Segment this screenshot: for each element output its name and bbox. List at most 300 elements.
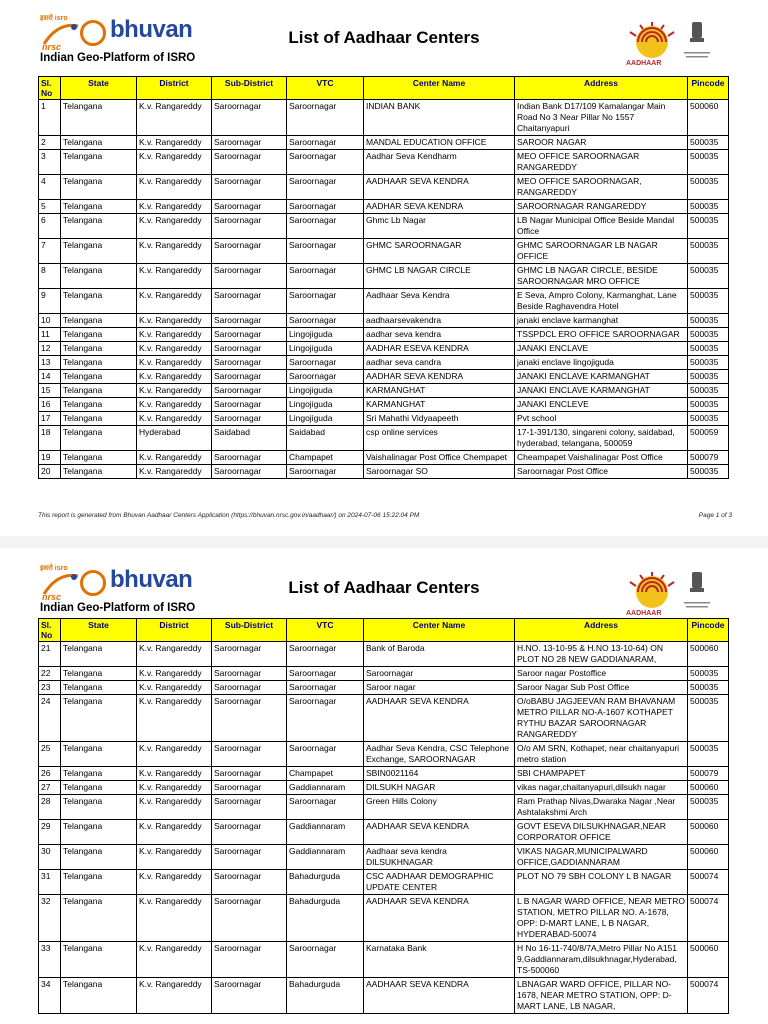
cell-sub-district: Saroornagar [212,398,287,412]
column-header-pincode: Pincode [688,619,729,642]
cell-vtc: Saroornagar [287,681,364,695]
cell-sl-no: 1 [39,100,61,136]
cell-sub-district: Saroornagar [212,384,287,398]
column-header-center-name: Center Name [364,619,515,642]
table-row [39,398,729,412]
aadhaar-fingerprint-icon [624,570,680,610]
cell-vtc: Gaddiannaram [287,820,364,845]
table-row [39,264,729,289]
cell-district: K.v. Rangareddy [137,767,212,781]
table-row [39,412,729,426]
table-row [39,200,729,214]
table-row [39,384,729,398]
column-header-vtc: VTC [287,77,364,100]
cell-address: JANAKI ENCLAVE KARMANGHAT [515,370,688,384]
table-row [39,328,729,342]
table-row [39,214,729,239]
cell-sl-no: 2 [39,136,61,150]
column-header-vtc: VTC [287,619,364,642]
cell-vtc: Saroornagar [287,356,364,370]
cell-state: Telangana [61,681,137,695]
cell-sub-district: Saroornagar [212,742,287,767]
cell-state: Telangana [61,426,137,451]
cell-center-name: aadhar seva candra [364,356,515,370]
cell-vtc: Champapet [287,767,364,781]
table-row [39,942,729,978]
cell-address: L B NAGAR WARD OFFICE, NEAR METRO STATION, METRO PILLAR NO. A-1678, OPP: D-MART LANE, L B NAGAR, HYDERABAD-50074 [515,895,688,942]
page-header [0,550,768,625]
cell-sub-district: Saroornagar [212,136,287,150]
cell-sl-no: 8 [39,264,61,289]
generated-note: This report is generated from Bhuvan Aadhaar Centers Application (https://bhuvan.nrsc.gov.in/aadhaar/) on 2024-07-06 15:22:04 PM [38,512,420,519]
cell-state: Telangana [61,342,137,356]
table-row [39,451,729,465]
cell-vtc: Saroornagar [287,136,364,150]
cell-sub-district: Saroornagar [212,150,287,175]
column-header-sl-no: Sl. No [39,77,61,100]
cell-district: K.v. Rangareddy [137,465,212,479]
cell-pincode: 500035 [688,328,729,342]
cell-state: Telangana [61,895,137,942]
cell-sl-no: 32 [39,895,61,942]
cell-district: K.v. Rangareddy [137,742,212,767]
cell-center-name: Aadhar Seva Kendra, CSC Telephone Exchange, SAROORNAGAR [364,742,515,767]
cell-sub-district: Saroornagar [212,264,287,289]
cell-vtc: Saroornagar [287,667,364,681]
cell-center-name: AADHAAR SEVA KENDRA [364,895,515,942]
cell-vtc: Gaddiannaram [287,781,364,795]
column-header-address: Address [515,77,688,100]
column-header-center-name: Center Name [364,77,515,100]
cell-pincode: 500035 [688,398,729,412]
table-row [39,978,729,1014]
cell-center-name: AADHAAR SEVA KENDRA [364,695,515,742]
table-row [39,870,729,895]
emblem-caption-icon [682,600,712,610]
cell-sl-no: 24 [39,695,61,742]
cell-vtc: Lingojiguda [287,412,364,426]
cell-address: JANAKI ENCLEVE [515,398,688,412]
cell-sl-no: 9 [39,289,61,314]
cell-address: LB Nagar Municipal Office Beside Mandal Office [515,214,688,239]
cell-state: Telangana [61,978,137,1014]
cell-vtc: Saroornagar [287,695,364,742]
cell-state: Telangana [61,214,137,239]
cell-state: Telangana [61,289,137,314]
cell-sub-district: Saroornagar [212,328,287,342]
cell-pincode: 500035 [688,412,729,426]
cell-sub-district: Saroornagar [212,942,287,978]
cell-sub-district: Saroornagar [212,978,287,1014]
cell-state: Telangana [61,328,137,342]
cell-pincode: 500060 [688,942,729,978]
cell-sl-no: 6 [39,214,61,239]
cell-pincode: 500060 [688,845,729,870]
cell-vtc: Saroornagar [287,642,364,667]
cell-sub-district: Saroornagar [212,289,287,314]
page-title: List of Aadhaar Centers [288,578,480,597]
page-header [0,0,768,75]
cell-district: K.v. Rangareddy [137,451,212,465]
cell-state: Telangana [61,742,137,767]
cell-sub-district: Saroornagar [212,767,287,781]
cell-pincode: 500035 [688,370,729,384]
cell-center-name: AADHAAR SEVA KENDRA [364,978,515,1014]
cell-district: K.v. Rangareddy [137,314,212,328]
cell-center-name: Green Hills Colony [364,795,515,820]
cell-pincode: 500035 [688,681,729,695]
cell-vtc: Saroornagar [287,200,364,214]
bhuvan-wordmark: bhuvan [110,566,193,593]
cell-vtc: Saroornagar [287,370,364,384]
cell-sl-no: 30 [39,845,61,870]
cell-address: GOVT ESEVA DILSUKHNAGAR,NEAR CORPORATOR OFFICE [515,820,688,845]
cell-state: Telangana [61,781,137,795]
cell-sub-district: Saroornagar [212,642,287,667]
cell-sub-district: Saroornagar [212,370,287,384]
table-row [39,289,729,314]
cell-state: Telangana [61,384,137,398]
cell-district: K.v. Rangareddy [137,150,212,175]
cell-vtc: Saroornagar [287,214,364,239]
cell-district: K.v. Rangareddy [137,370,212,384]
cell-state: Telangana [61,695,137,742]
table-row [39,767,729,781]
column-header-district: District [137,77,212,100]
cell-sub-district: Saroornagar [212,239,287,264]
cell-address: JANAKI ENCLAVE KARMANGHAT [515,384,688,398]
cell-center-name: INDIAN BANK [364,100,515,136]
cell-center-name: Saroornagar [364,667,515,681]
cell-center-name: AADHAAR SEVA KENDRA [364,820,515,845]
cell-vtc: Lingojiguda [287,398,364,412]
cell-district: K.v. Rangareddy [137,200,212,214]
cell-center-name: Saroor nagar [364,681,515,695]
cell-sub-district: Saroornagar [212,667,287,681]
column-header-sub-district: Sub-District [212,619,287,642]
cell-state: Telangana [61,667,137,681]
bhuvan-wordmark: bhuvan [110,16,193,43]
cell-district: K.v. Rangareddy [137,667,212,681]
page-number: Page 1 of 3 [698,512,732,519]
platform-tagline: Indian Geo-Platform of ISRO [40,52,196,64]
cell-sub-district: Saroornagar [212,781,287,795]
table-row [39,356,729,370]
cell-vtc: Saroornagar [287,289,364,314]
cell-address: GHMC LB NAGAR CIRCLE, BESIDE SAROORNAGAR MRO OFFICE [515,264,688,289]
cell-sub-district: Saroornagar [212,820,287,845]
cell-vtc: Lingojiguda [287,328,364,342]
cell-pincode: 500035 [688,795,729,820]
cell-address: H.NO. 13-10-95 & H.NO 13-10-64) ON PLOT NO 28 NEW GADDIANARAM, [515,642,688,667]
cell-state: Telangana [61,942,137,978]
cell-pincode: 500060 [688,781,729,795]
cell-center-name: MANDAL EDUCATION OFFICE [364,136,515,150]
cell-sub-district: Saroornagar [212,175,287,200]
table-row [39,742,729,767]
cell-vtc: Lingojiguda [287,384,364,398]
cell-state: Telangana [61,795,137,820]
column-header-address: Address [515,619,688,642]
column-header-sl-no: Sl. No [39,619,61,642]
cell-sl-no: 31 [39,870,61,895]
cell-state: Telangana [61,465,137,479]
cell-vtc: Saroornagar [287,150,364,175]
cell-pincode: 500035 [688,342,729,356]
cell-center-name: Aadhaar Seva Kendra [364,289,515,314]
report-page-2 [0,550,768,1024]
table-row [39,100,729,136]
table-row [39,426,729,451]
cell-district: K.v. Rangareddy [137,342,212,356]
cell-district: K.v. Rangareddy [137,820,212,845]
cell-sub-district: Saroornagar [212,314,287,328]
cell-sl-no: 16 [39,398,61,412]
cell-vtc: Saidabad [287,426,364,451]
aadhaar-logo [622,18,712,72]
cell-state: Telangana [61,845,137,870]
cell-center-name: KARMANGHAT [364,384,515,398]
cell-center-name: aadhaarsevakendra [364,314,515,328]
table-header-row [39,619,729,642]
cell-sub-district: Saroornagar [212,465,287,479]
table-row [39,465,729,479]
aadhaar-centers-table [38,76,729,479]
cell-pincode: 500035 [688,289,729,314]
table-row [39,150,729,175]
table-row [39,342,729,356]
cell-vtc: Champapet [287,451,364,465]
table-row [39,895,729,942]
cell-center-name: GHMC SAROORNAGAR [364,239,515,264]
cell-district: K.v. Rangareddy [137,356,212,370]
cell-pincode: 500035 [688,314,729,328]
cell-district: K.v. Rangareddy [137,175,212,200]
cell-center-name: AADHAR SEVA KENDRA [364,200,515,214]
cell-center-name: DILSUKH NAGAR [364,781,515,795]
cell-vtc: Saroornagar [287,742,364,767]
cell-pincode: 500035 [688,667,729,681]
cell-pincode: 500035 [688,239,729,264]
cell-address: O/o AM SRN, Kothapet, near chaitanyapuri metro station [515,742,688,767]
cell-address: Saroornagar Post Office [515,465,688,479]
cell-pincode: 500035 [688,465,729,479]
cell-sl-no: 29 [39,820,61,845]
cell-center-name: Aadhar Seva Kendharm [364,150,515,175]
cell-sub-district: Saroornagar [212,412,287,426]
cell-address: Indian Bank D17/109 Kamalangar Main Road No 3 Near Pillar No 1557 Chaitanyapuri [515,100,688,136]
page-title: List of Aadhaar Centers [288,28,480,47]
cell-state: Telangana [61,451,137,465]
cell-district: K.v. Rangareddy [137,942,212,978]
cell-pincode: 500035 [688,200,729,214]
cell-sub-district: Saroornagar [212,100,287,136]
table-row [39,314,729,328]
cell-district: K.v. Rangareddy [137,384,212,398]
cell-state: Telangana [61,870,137,895]
cell-sl-no: 3 [39,150,61,175]
cell-district: K.v. Rangareddy [137,978,212,1014]
cell-pincode: 500074 [688,870,729,895]
cell-pincode: 500079 [688,767,729,781]
column-header-sub-district: Sub-District [212,77,287,100]
cell-vtc: Saroornagar [287,795,364,820]
page-divider [0,536,768,548]
cell-district: Hyderabad [137,426,212,451]
cell-district: K.v. Rangareddy [137,239,212,264]
cell-pincode: 500059 [688,426,729,451]
cell-pincode: 500035 [688,136,729,150]
aadhaar-wordmark: AADHAAR [626,610,662,617]
cell-address: PLOT NO 79 SBH COLONY L B NAGAR [515,870,688,895]
cell-sub-district: Saroornagar [212,795,287,820]
cell-address: TSSPDCL ERO OFFICE SAROORNAGAR [515,328,688,342]
cell-state: Telangana [61,398,137,412]
cell-center-name: Aadhaar seva kendra DILSUKHNAGAR [364,845,515,870]
cell-center-name: Sri Mahathi Vidyaapeeth [364,412,515,426]
cell-vtc: Saroornagar [287,314,364,328]
nrsc-label: nrsc [42,42,62,52]
cell-district: K.v. Rangareddy [137,695,212,742]
cell-state: Telangana [61,175,137,200]
cell-sub-district: Saroornagar [212,200,287,214]
cell-vtc: Saroornagar [287,264,364,289]
cell-address: janaki enclave lingojiguda [515,356,688,370]
cell-sl-no: 5 [39,200,61,214]
cell-sub-district: Saroornagar [212,845,287,870]
cell-pincode: 500074 [688,895,729,942]
cell-vtc: Bahadurguda [287,895,364,942]
aadhaar-logo [622,568,712,622]
cell-vtc: Saroornagar [287,175,364,200]
table-row [39,795,729,820]
cell-pincode: 500035 [688,742,729,767]
cell-sub-district: Saroornagar [212,214,287,239]
national-emblem-icon [688,20,706,46]
cell-vtc: Saroornagar [287,100,364,136]
table-row [39,781,729,795]
isro-label: इसरो isro [40,565,68,572]
cell-address: SBI CHAMPAPET [515,767,688,781]
cell-sl-no: 34 [39,978,61,1014]
cell-state: Telangana [61,642,137,667]
cell-state: Telangana [61,767,137,781]
cell-address: Saroor Nagar Sub Post Office [515,681,688,695]
table-body [39,642,729,1014]
cell-address: Pvt school [515,412,688,426]
cell-district: K.v. Rangareddy [137,100,212,136]
cell-vtc: Bahadurguda [287,978,364,1014]
cell-sl-no: 20 [39,465,61,479]
cell-pincode: 500060 [688,100,729,136]
cell-sl-no: 26 [39,767,61,781]
cell-sl-no: 18 [39,426,61,451]
cell-district: K.v. Rangareddy [137,845,212,870]
emblem-caption-icon [682,50,712,60]
cell-sub-district: Saroornagar [212,451,287,465]
aadhaar-fingerprint-icon [624,20,680,60]
table-row [39,681,729,695]
platform-tagline: Indian Geo-Platform of ISRO [40,602,196,614]
cell-sl-no: 33 [39,942,61,978]
cell-address: janaki enclave karmanghat [515,314,688,328]
cell-vtc: Saroornagar [287,239,364,264]
cell-center-name: AADHAR ESEVA KENDRA [364,342,515,356]
cell-address: VIKAS NAGAR,MUNICIPALWARD OFFICE,GADDIANNARAM [515,845,688,870]
table-row [39,175,729,200]
cell-address: MEO OFFICE SAROORNAGAR, RANGAREDDY [515,175,688,200]
cell-sub-district: Saroornagar [212,342,287,356]
cell-vtc: Saroornagar [287,465,364,479]
cell-center-name: GHMC LB NAGAR CIRCLE [364,264,515,289]
cell-sl-no: 27 [39,781,61,795]
cell-sl-no: 4 [39,175,61,200]
cell-address: Cheampapet Vaishalinagar Post Office [515,451,688,465]
cell-pincode: 500035 [688,695,729,742]
cell-district: K.v. Rangareddy [137,681,212,695]
cell-address: MEO OFFICE SAROORNAGAR RANGAREDDY [515,150,688,175]
cell-sl-no: 15 [39,384,61,398]
cell-address: Ram Prathap Nivas,Dwaraka Nagar ,Near Ashtalakshmi Arch [515,795,688,820]
cell-center-name: AADHAR SEVA KENDRA [364,370,515,384]
cell-pincode: 500060 [688,642,729,667]
cell-sl-no: 17 [39,412,61,426]
cell-state: Telangana [61,150,137,175]
table-row [39,695,729,742]
cell-state: Telangana [61,314,137,328]
aadhaar-centers-table [38,618,729,1014]
cell-center-name: Karnataka Bank [364,942,515,978]
cell-district: K.v. Rangareddy [137,870,212,895]
cell-address: Saroor nagar Postoffice [515,667,688,681]
cell-center-name: AADHAAR SEVA KENDRA [364,175,515,200]
cell-sl-no: 28 [39,795,61,820]
cell-district: K.v. Rangareddy [137,781,212,795]
cell-district: K.v. Rangareddy [137,795,212,820]
cell-state: Telangana [61,100,137,136]
cell-sub-district: Saroornagar [212,695,287,742]
cell-district: K.v. Rangareddy [137,642,212,667]
table-row [39,239,729,264]
cell-state: Telangana [61,136,137,150]
cell-state: Telangana [61,820,137,845]
cell-address: JANAKI ENCLAVE [515,342,688,356]
cell-district: K.v. Rangareddy [137,328,212,342]
cell-sl-no: 14 [39,370,61,384]
table-row [39,136,729,150]
cell-address: SAROORNAGAR RANGAREDDY [515,200,688,214]
column-header-state: State [61,619,137,642]
nrsc-label: nrsc [42,592,62,602]
cell-sub-district: Saroornagar [212,681,287,695]
cell-state: Telangana [61,200,137,214]
cell-pincode: 500035 [688,150,729,175]
cell-address: SAROOR NAGAR [515,136,688,150]
cell-pincode: 500035 [688,175,729,200]
table-row [39,667,729,681]
cell-pincode: 500035 [688,264,729,289]
cell-pincode: 500035 [688,384,729,398]
cell-sub-district: Saroornagar [212,895,287,942]
cell-address: O/oBABU JAGJEEVAN RAM BHAVANAM METRO PILLAR NO-A-1607 KOTHAPET RYTHU BAZAR SAROORNAGAR RANGAREDDY [515,695,688,742]
cell-pincode: 500035 [688,214,729,239]
table-row [39,642,729,667]
cell-sl-no: 21 [39,642,61,667]
column-header-state: State [61,77,137,100]
national-emblem-icon [688,570,706,596]
cell-address: H No 16-11-740/8/7A,Metro Pillar No A151 9,Gaddiannaram,dilsukhnagar,Hyderabad, TS-500060 [515,942,688,978]
cell-district: K.v. Rangareddy [137,895,212,942]
